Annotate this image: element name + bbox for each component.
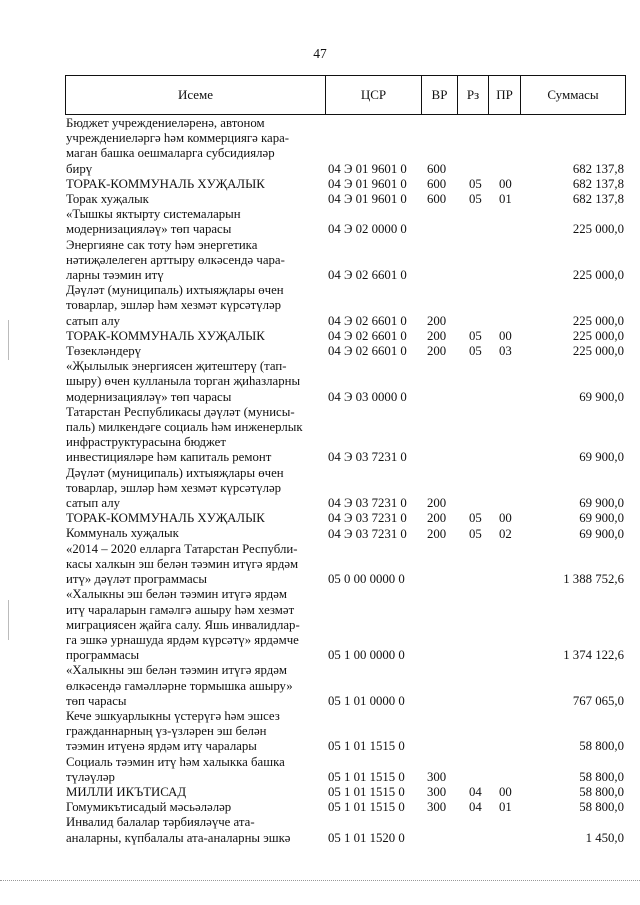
row-values [66,344,626,359]
bottom-dotted-line [0,880,640,883]
row-pr: 01 [499,800,512,815]
table-row [66,344,626,359]
row-name-line: программасы [66,648,140,663]
row-pr: 00 [499,511,512,526]
header-name: Исеме [66,76,326,114]
table-row [66,359,626,405]
row-name-line: «Тышкы яктырту системаларын [66,207,241,222]
row-rz: 05 [469,526,482,541]
row-name-line: сатып алу [66,496,120,511]
row-name-line: тәэмин итүенә ярдәм итү чаралары [66,739,257,754]
row-sum: 682 137,8 [572,161,624,176]
table-row [66,116,626,177]
row-rz: 05 [469,344,482,359]
row-csr: 04 Э 02 6601 0 [328,268,407,283]
row-name-line: төп чарасы [66,693,127,708]
row-name-line: Энергияне сак тоту һәм энергетика [66,237,258,252]
margin-mark [8,600,9,640]
row-csr: 04 Э 03 7231 0 [328,496,407,511]
row-values [66,268,626,283]
row-name-line: миграциясен җайга салу. Яшь инвалидлар- [66,617,300,632]
row-name-line: учреждениеләргә һәм коммерциягә кара- [66,131,290,146]
row-csr: 04 Э 02 6601 0 [328,344,407,359]
row-csr: 05 1 01 1515 0 [328,769,405,784]
row-csr: 04 Э 03 0000 0 [328,389,407,404]
row-vr: 300 [427,784,447,799]
row-name-line: Социаль тәэмин итү һәм халыкка башка [66,754,285,769]
row-sum: 1 388 752,6 [563,572,624,587]
row-csr: 04 Э 03 7231 0 [328,450,407,465]
row-name-line: инфраструктурасына бюджет [66,435,226,450]
header-pr: ПР [489,76,521,114]
row-pr: 02 [499,526,512,541]
table-row [66,800,626,815]
header-vr: ВР [422,76,458,114]
row-csr: 05 1 01 1520 0 [328,830,405,845]
row-csr: 04 Э 01 9601 0 [328,176,407,191]
table-row [66,785,626,800]
row-sum: 767 065,0 [572,693,624,708]
row-sum: 1 450,0 [585,830,624,845]
row-rz: 05 [469,192,482,207]
row-values [66,222,626,237]
row-values [66,192,626,207]
row-csr: 04 Э 02 6601 0 [328,313,407,328]
row-name-line: ларны тәэмин итү [66,268,164,283]
table-row [66,283,626,329]
row-sum: 58 800,0 [579,739,624,754]
page-number: 47 [313,46,327,61]
row-values [66,162,626,177]
row-values [66,390,626,405]
row-sum: 69 900,0 [579,496,624,511]
row-vr: 200 [427,511,447,526]
row-sum: 58 800,0 [579,800,624,815]
row-pr: 03 [499,344,512,359]
row-rz: 04 [469,800,482,815]
row-vr: 200 [427,344,447,359]
row-name-line: товарлар, эшләр һәм хезмәт күрсәтүләр [66,298,282,313]
row-values [66,785,626,800]
table-row [66,663,626,709]
row-pr: 01 [499,192,512,207]
row-name-line: Коммуналь хуҗалык [66,526,179,541]
header-csr: ЦСР [326,76,422,114]
row-csr: 05 1 00 0000 0 [328,648,405,663]
row-sum: 225 000,0 [572,344,624,359]
row-csr: 04 Э 01 9601 0 [328,161,407,176]
table-header [65,75,626,115]
row-name-line: ТОРАК-КОММУНАЛЬ ХУҖАЛЫК [66,176,265,191]
table-row [66,526,626,541]
row-values [66,450,626,465]
row-sum: 69 900,0 [579,526,624,541]
row-vr: 200 [427,328,447,343]
row-name-line: модернизацияләү» төп чарасы [66,389,232,404]
header-sum: Суммасы [547,87,599,102]
row-name-line: модернизацияләү» төп чарасы [66,222,232,237]
row-sum: 69 900,0 [579,450,624,465]
budget-table-body [66,116,626,846]
row-name-line: Торак хуҗалык [66,192,149,207]
row-sum: 225 000,0 [572,313,624,328]
table-row [66,709,626,755]
row-vr: 600 [427,161,447,176]
row-csr: 05 1 01 1515 0 [328,784,405,799]
row-name-line: түләүләр [66,769,115,784]
row-rz: 05 [469,328,482,343]
row-name-line: ТОРАК-КОММУНАЛЬ ХУҖАЛЫК [66,511,265,526]
row-rz: 05 [469,511,482,526]
table-row [66,238,626,284]
row-values [66,496,626,511]
row-sum: 69 900,0 [579,389,624,404]
row-vr: 200 [427,526,447,541]
row-rz: 05 [469,176,482,191]
row-name-line: маган башка оешмаларга субсидияләр [66,146,275,161]
row-name-line: нәтиҗәлелеген арттыру өлкәсендә чара- [66,252,285,267]
row-values [66,177,626,192]
table-row [66,466,626,512]
row-name-line: итү чараларын гамәлгә ашыру һәм хезмәт [66,602,295,617]
row-vr: 600 [427,192,447,207]
row-csr: 04 Э 01 9601 0 [328,192,407,207]
row-sum: 682 137,8 [572,176,624,191]
row-values [66,572,626,587]
row-sum: 1 374 122,6 [563,648,624,663]
row-values [66,648,626,663]
row-vr: 200 [427,496,447,511]
margin-mark [8,320,9,360]
row-sum: 682 137,8 [572,192,624,207]
row-pr: 00 [499,328,512,343]
row-name-line: бирү [66,161,93,176]
row-name-line: аналарны, күпбалалы ата-аналарны эшкә [66,830,291,845]
table-row [66,177,626,192]
row-name-line: «Халыкны эш белән тәэмин итүгә ярдәм [66,587,287,602]
row-name-line: га эшкә урнашуда ярдәм күрсәтү» ярдәмче [66,632,299,647]
row-name-line: Төзекләндерү [66,344,142,359]
table-row [66,329,626,344]
table-row [66,587,626,663]
header-rz: Рз [458,76,489,114]
row-values [66,770,626,785]
row-values [66,329,626,344]
row-name-line: Кече эшкуарлыкны үстерүгә һәм эшсез [66,708,280,723]
row-values [66,800,626,815]
table-row [66,207,626,237]
row-csr: 05 1 01 1515 0 [328,739,405,754]
row-name-line: өлкәсендә гамәлләрне тормышка ашыру» [66,678,293,693]
row-vr: 300 [427,769,447,784]
row-name-line: Инвалид балалар тәрбияләүче ата- [66,815,255,830]
row-name-line: товарлар, эшләр һәм хезмәт күрсәтүләр [66,480,282,495]
row-csr: 05 1 01 0000 0 [328,693,405,708]
row-name-line: Гомумикътисадый мәсьәләләр [66,800,232,815]
row-name-line: «2014 – 2020 елларга Татарстан Республи- [66,541,298,556]
row-csr: 04 Э 02 0000 0 [328,222,407,237]
row-vr: 200 [427,313,447,328]
table-row [66,815,626,845]
row-name-line: «Җылылык энергиясен җитештерү (тап- [66,359,287,374]
table-row [66,755,626,785]
row-name-line: итү» дәүләт программасы [66,572,207,587]
row-name-line: Дәүләт (муниципаль) ихтыяҗлары өчен [66,465,284,480]
row-values [66,527,626,542]
row-name-line: Бюджет учреждениеләренә, автоном [66,116,265,130]
row-vr: 600 [427,176,447,191]
row-name-line: сатып алу [66,313,120,328]
row-rz: 04 [469,784,482,799]
row-csr: 04 Э 02 6601 0 [328,328,407,343]
row-name-line: «Халыкны эш белән тәэмин итүгә ярдәм [66,663,287,678]
row-sum: 225 000,0 [572,268,624,283]
row-values [66,739,626,754]
row-name-line: инвестицияләре һәм капиталь ремонт [66,450,272,465]
row-sum: 69 900,0 [579,511,624,526]
row-pr: 00 [499,784,512,799]
row-sum: 58 800,0 [579,784,624,799]
row-csr: 04 Э 03 7231 0 [328,526,407,541]
table-row [66,192,626,207]
row-sum: 225 000,0 [572,328,624,343]
row-csr: 05 0 00 0000 0 [328,572,405,587]
row-csr: 04 Э 03 7231 0 [328,511,407,526]
row-sum: 58 800,0 [579,769,624,784]
row-name-line: Дәүләт (муниципаль) ихтыяҗлары өчен [66,283,284,298]
row-name-line: шыру) өчен кулланыла торган җиһазларны [66,374,301,389]
table-row [66,405,626,466]
row-values [66,314,626,329]
row-vr: 300 [427,800,447,815]
row-sum: 225 000,0 [572,222,624,237]
row-values [66,694,626,709]
row-name-line: касы халкын эш белән тәэмин итүгә ярдәм [66,556,299,571]
table-row [66,511,626,526]
row-name-line: гражданнарның үз-үзләрен эш белән [66,724,267,739]
row-values [66,831,626,846]
table-row [66,542,626,588]
row-name-line: Татарстан Республикасы дәүләт (мунисы- [66,404,295,419]
row-values [66,511,626,526]
row-name-line: МИЛЛИ ИКЪТИСАД [66,784,187,799]
row-name-line: паль) милкендәге социаль һәм инженерлык [66,420,303,435]
row-csr: 05 1 01 1515 0 [328,800,405,815]
row-name-line: ТОРАК-КОММУНАЛЬ ХУҖАЛЫК [66,328,265,343]
row-pr: 00 [499,176,512,191]
